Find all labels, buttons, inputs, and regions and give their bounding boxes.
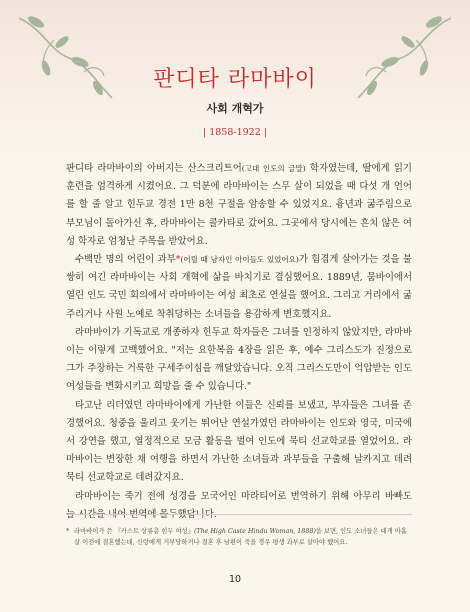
page-number: 10: [228, 574, 242, 585]
page-subtitle: 사회 개혁가: [206, 102, 264, 115]
body-text: [66, 160, 412, 524]
page-title: 판디타 라마바이: [153, 67, 317, 92]
paragraph-1: 판디타 라마바이의 아버지는 산스크리트어(고대 인도의 글말) 학자였는데, 딸에게 읽기 훈련을 엄격하게 시켰어요. 그 덕분에 라마바이는 스무 살이 되었을 때 다섯 개 언어를 할 줄 알고 힌두교 경전 1만 8천 구절을 암송할 수 있었지요. 흉년과 굶주림으로 부모님이 돌아가신 후, 라마바이는 콜카타로 갔어요. 그곳에서 당시에는 흔치 않은 여성 학자로 엄청난 주목을 받았어요.: [66, 163, 412, 247]
paragraph-5: 라마바이는 죽기 전에 성경을 모국어인 마라티어로 번역하기 위해 아무리 바빠도 늘 시간을 내어 번역에 몰두했답니다.: [66, 490, 412, 520]
paragraph-2: 수백만 명의 어린이 과부*(어릴 때 남자인 아이들도 있었어요)가 힘겹게 살아가는 것을 불쌍히 여긴 라마바이는 사회 개혁에 삶을 바치기로 결심했어요. 1889년, 뭄바이에서 열린 인도 국민 회의에서 라마바이는 여성 최초로 연설을 했어요. 그리고 거리에서 굶주리거나 사원 노예로 착취당하는 소녀들을 용감하게 변호했지요.: [66, 254, 412, 320]
footnote-marker: *: [175, 254, 181, 266]
footnote: [66, 526, 412, 548]
paragraph-3: 라마바이가 기독교로 개종하자 힌두교 학자들은 그녀를 인정하지 않았지만, 라마바이는 이렇게 고백했어요. "저는 요한복음 4장을 읽은 후, 예수 그리스도가 진정으로 그가 주장하는 거룩한 구세주이심을 깨달았습니다. 오직 그리스도만이 억압받는 인도 여성들을 변화시키고 희망을 줄 수 있습니다.": [66, 326, 412, 393]
footnote-bullet: *: [66, 528, 70, 535]
footnote-text: 라마바이가 쓴 『카스트 상류층 힌두 여성』(The High Caste Hindu Woman, 1888)을 보면, 인도 소녀들은 대개 아홉 살 이전에 결혼했는데, 신랑에게 거부당하거나 결혼 후 남편이 죽을 경우 평생 과부로 살아야 했어요.: [74, 528, 407, 546]
footnote-divider: [66, 514, 412, 515]
life-years: | 1858-1922 |: [202, 127, 267, 138]
paragraph-4: 타고난 리더였던 라마바이에게 가난한 이들은 신뢰를 보냈고, 부자들은 그녀를 존경했어요. 청중을 울리고 웃기는 뛰어난 연설가였던 라마바이는 인도와 영국, 미국에서 강연을 했고, 열정적으로 모금 활동을 벌여 인도에 묵티 선교학교를 열었어요. 라마바이는 변장한 채 여행을 하면서 가난한 소녀들과 과부들을 구출해 날카지고 데려 묵티 선교학교로 데려갔지요.: [66, 399, 412, 484]
